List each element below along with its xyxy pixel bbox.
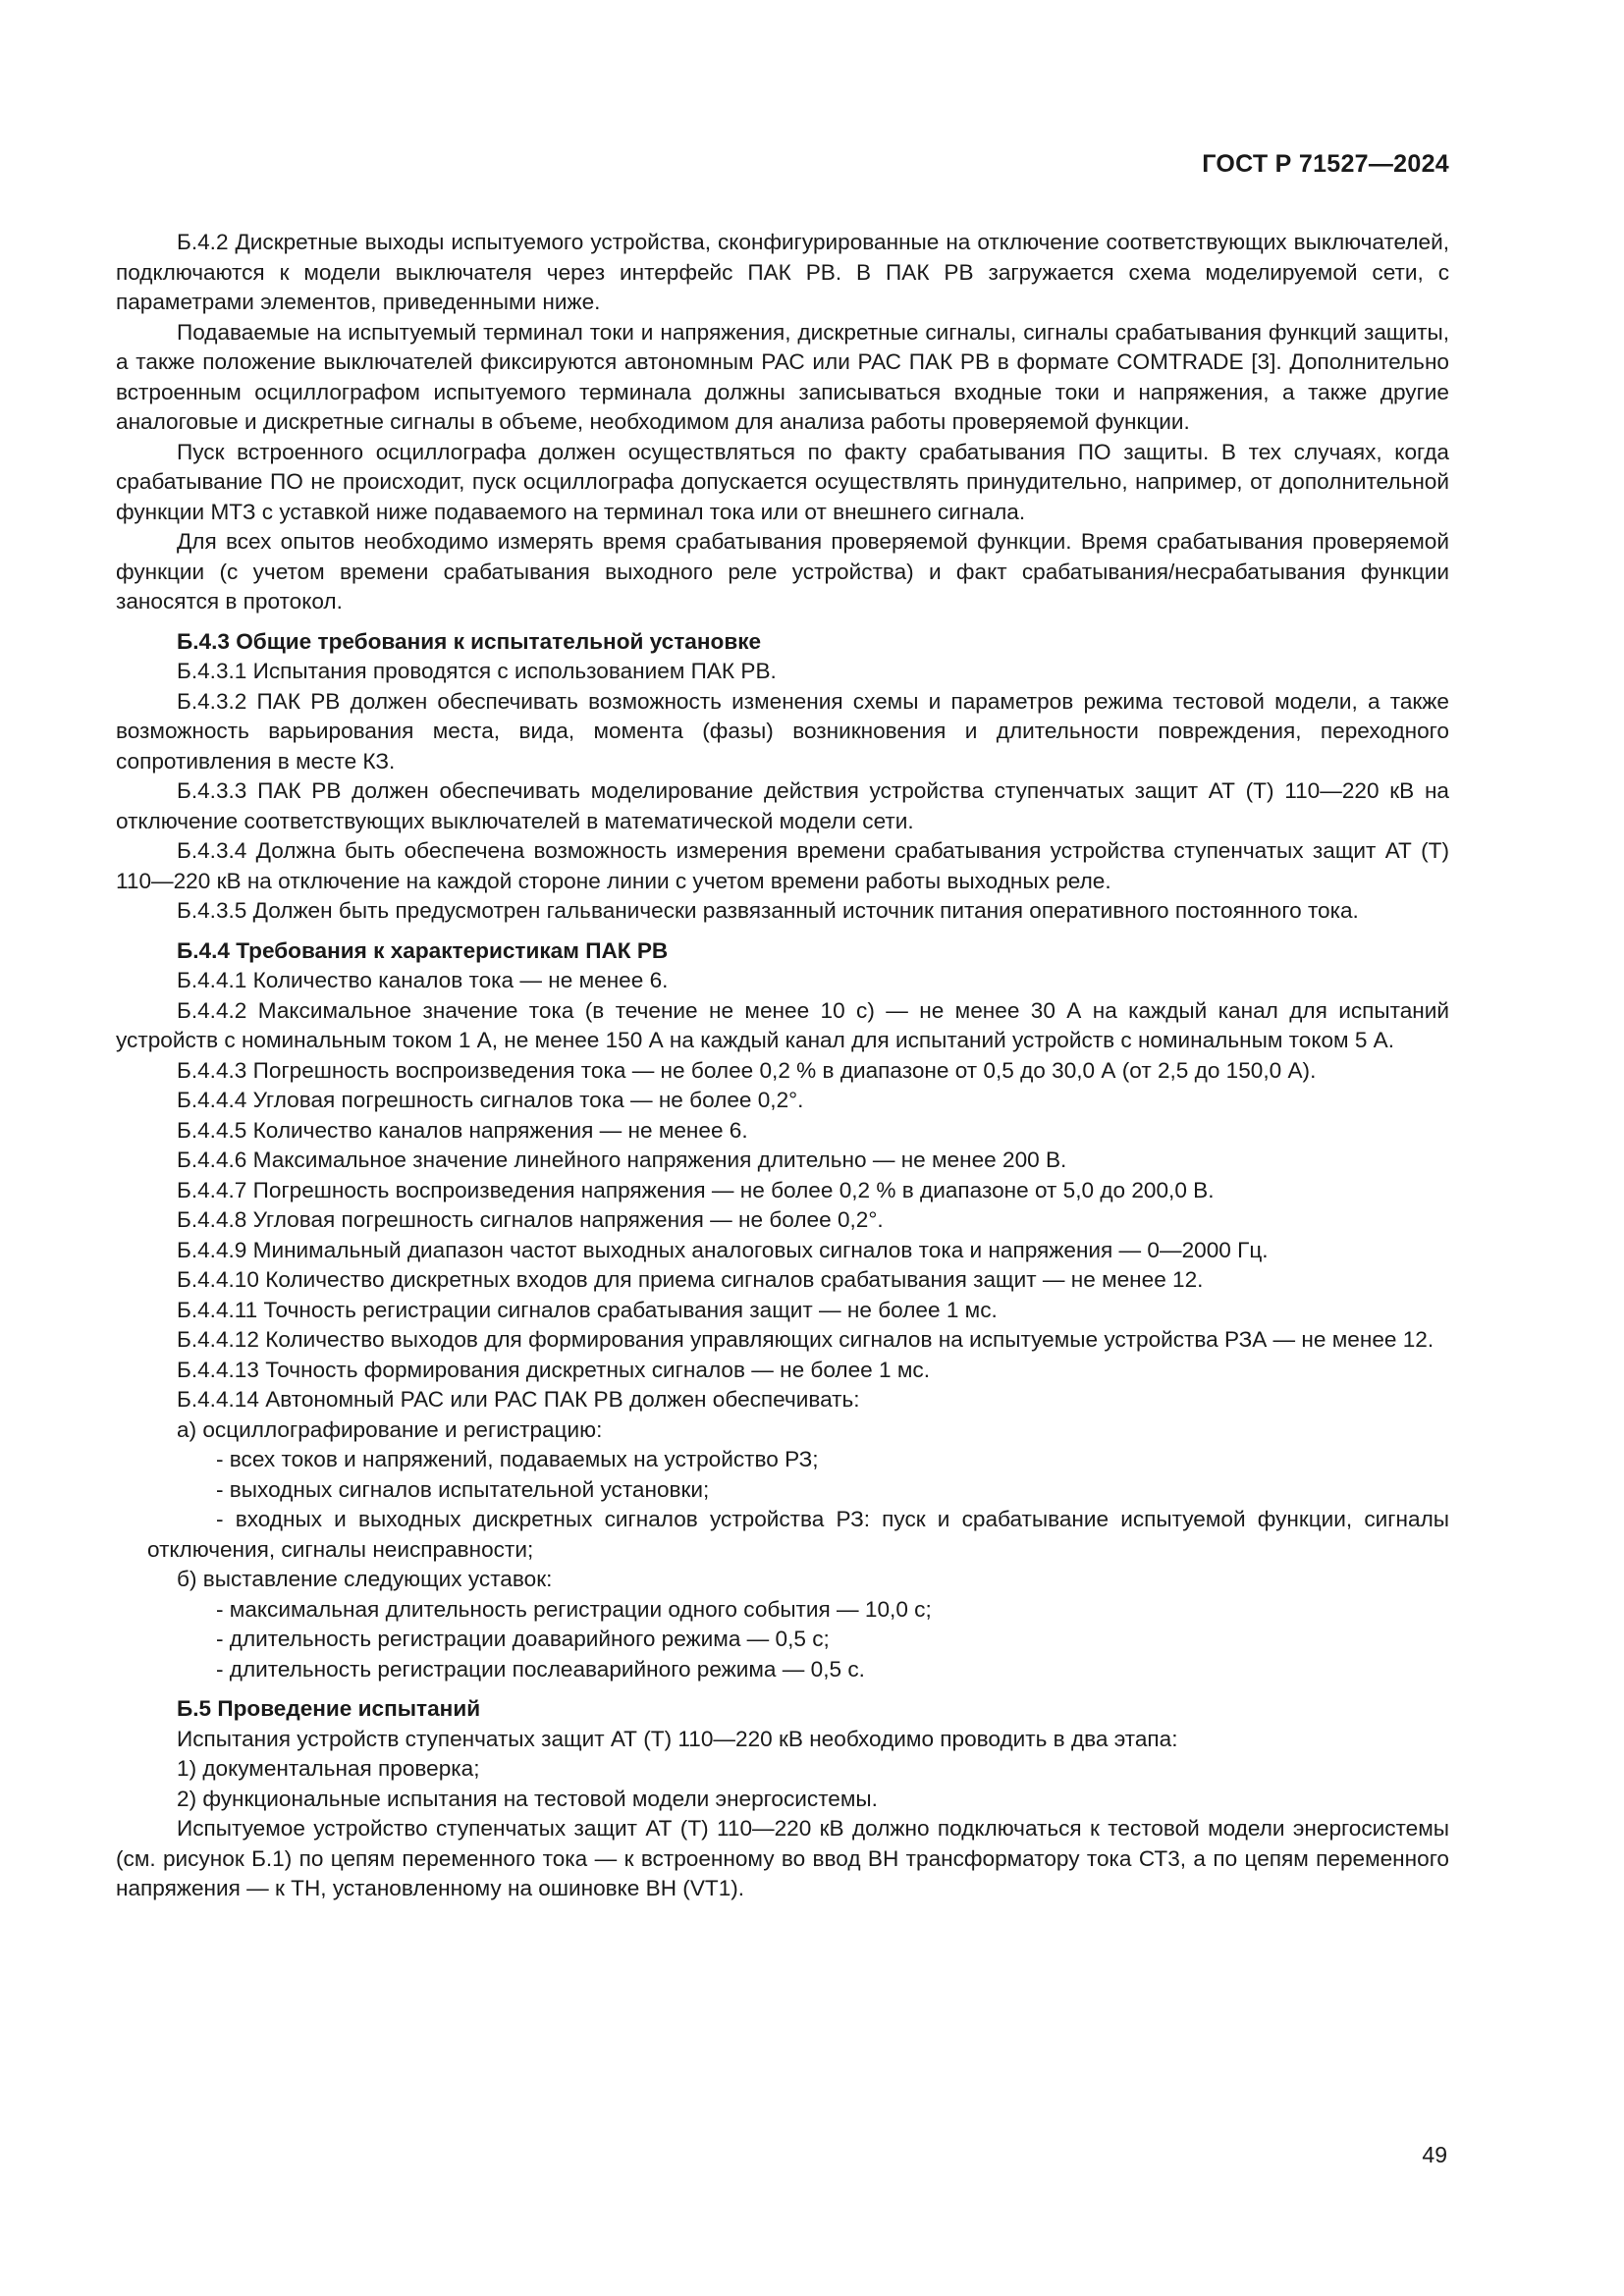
paragraph-b4-4-6: Б.4.4.6 Максимальное значение линейного напряжения длительно — не менее 200 В. xyxy=(177,1148,1067,1172)
paragraph-b5-intro: Испытания устройств ступенчатых защит АТ (Т) 110—220 кВ необходимо проводить в два этапа: xyxy=(177,1726,1178,1751)
paragraph-b4-4-9: Б.4.4.9 Минимальный диапазон частот выходных аналоговых сигналов тока и напряжения — 0—2000 Гц. xyxy=(177,1237,1269,1262)
paragraph-b4-4-2: Б.4.4.2 Максимальное значение тока (в течение не менее 10 с) — не менее 30 А на каждый канал для испытаний устройств с номинальным током 1 А, не менее 150 А на каждый канал для испытаний устройств с номинальным током 5 А. xyxy=(116,997,1449,1052)
paragraph-b4-3-4: Б.4.3.4 Должна быть обеспечена возможность измерения времени срабатывания устройства ступенчатых защит АТ (Т) 110—220 кВ на отключение на каждой стороне линии с учетом времени работы выходных реле. xyxy=(116,838,1449,893)
list-subitem-b-3: - длительность регистрации послеаварийного режима — 0,5 с. xyxy=(216,1656,865,1682)
list-subitem-a-2: - выходных сигналов испытательной установки; xyxy=(216,1476,710,1502)
list-item-1: 1) документальная проверка; xyxy=(177,1756,480,1781)
paragraph-b4-4-1: Б.4.4.1 Количество каналов тока — не менее 6. xyxy=(177,968,669,992)
paragraph-b4-3-5: Б.4.3.5 Должен быть предусмотрен гальванически развязанный источник питания оперативного постоянного тока. xyxy=(177,898,1359,923)
page-number: 49 xyxy=(1422,2142,1447,2167)
list-subitem-a-3: - входных и выходных дискретных сигналов устройства РЗ: пуск и срабатывание испытуемой функции, сигналы отключения, сигналы неисправности; xyxy=(147,1507,1449,1562)
paragraph-b4-2-signals: Подаваемые на испытуемый терминал токи и напряжения, дискретные сигналы, сигналы срабатывания функций защиты, а также положение выключателей фиксируются автономным РАС или РАС ПАК РВ в формате COMTRADE [3]. Дополнительно встроенным осциллографом испытуемого терминала должны записываться входные токи и напряжения, а также другие аналоговые и дискретные сигналы в объеме, необходимом для анализа работы проверяемой функции. xyxy=(116,319,1449,434)
paragraph-b4-3-1: Б.4.3.1 Испытания проводятся с использованием ПАК РВ. xyxy=(177,659,777,683)
paragraph-b4-4-3: Б.4.4.3 Погрешность воспроизведения тока — не более 0,2 % в диапазоне от 0,5 до 30,0 А (от 2,5 до 150,0 А). xyxy=(177,1057,1317,1083)
paragraph-b4-4-5: Б.4.4.5 Количество каналов напряжения — не менее 6. xyxy=(177,1117,748,1143)
section-heading-b5: Б.5 Проведение испытаний xyxy=(177,1696,481,1721)
paragraph-b4-4-7: Б.4.4.7 Погрешность воспроизведения напряжения — не более 0,2 % в диапазоне от 5,0 до 200,0 В. xyxy=(177,1177,1215,1202)
document-header: ГОСТ Р 71527—2024 xyxy=(1202,150,1449,178)
section-heading-b4-4: Б.4.4 Требования к характеристикам ПАК РВ xyxy=(177,937,669,963)
paragraph-b4-2-oscillograph: Пуск встроенного осциллографа должен осуществляться по факту срабатывания ПО защиты. В тех случаях, когда срабатывание ПО не происходит, пуск осциллографа допускается осуществлять принудительно, например, от дополнительной функции МТЗ с уставкой ниже подаваемого на терминал тока или от внешнего сигнала. xyxy=(116,439,1449,524)
paragraph-b4-3-3: Б.4.3.3 ПАК РВ должен обеспечивать моделирование действия устройства ступенчатых защит АТ (Т) 110—220 кВ на отключение соответствующих выключателей в математической модели сети. xyxy=(116,778,1449,833)
paragraph-b4-4-12: Б.4.4.12 Количество выходов для формирования управляющих сигналов на испытуемые устройства РЗА — не менее 12. xyxy=(177,1327,1435,1352)
page-content xyxy=(116,228,1449,1904)
list-item-2: 2) функциональные испытания на тестовой модели энергосистемы. xyxy=(177,1786,878,1811)
list-item-a: а) осциллографирование и регистрацию: xyxy=(177,1416,603,1442)
list-subitem-a-1: - всех токов и напряжений, подаваемых на устройство РЗ; xyxy=(216,1447,819,1471)
paragraph-b4-4-11: Б.4.4.11 Точность регистрации сигналов срабатывания защит — не более 1 мс. xyxy=(177,1297,998,1322)
list-subitem-b-1: - максимальная длительность регистрации одного события — 10,0 с; xyxy=(216,1596,932,1622)
paragraph-b4-4-4: Б.4.4.4 Угловая погрешность сигналов тока — не более 0,2°. xyxy=(177,1088,804,1112)
paragraph-b4-4-14: Б.4.4.14 Автономный РАС или РАС ПАК РВ должен обеспечивать: xyxy=(177,1387,860,1412)
section-heading-b4-3: Б.4.3 Общие требования к испытательной установке xyxy=(177,628,762,654)
paragraph-b4-4-10: Б.4.4.10 Количество дискретных входов для приема сигналов срабатывания защит — не менее 12. xyxy=(177,1267,1204,1292)
paragraph-b4-3-2: Б.4.3.2 ПАК РВ должен обеспечивать возможность изменения схемы и параметров режима тестовой модели, а также возможность варьирования места, вида, момента (фазы) возникновения и длительности повреждения, переходного сопротивления в месте КЗ. xyxy=(116,688,1449,774)
paragraph-b4-4-8: Б.4.4.8 Угловая погрешность сигналов напряжения — не более 0,2°. xyxy=(177,1207,884,1232)
paragraph-b4-4-13: Б.4.4.13 Точность формирования дискретных сигналов — не более 1 мс. xyxy=(177,1357,930,1382)
paragraph-b4-2: Б.4.2 Дискретные выходы испытуемого устройства, сконфигурированные на отключение соответствующих выключателей, подключаются к модели выключателя через интерфейс ПАК РВ. В ПАК РВ загружается схема моделируемой сети, с параметрами элементов, приведенными ниже. xyxy=(116,230,1449,314)
list-item-b: б) выставление следующих уставок: xyxy=(177,1567,553,1591)
list-subitem-b-2: - длительность регистрации доаварийного режима — 0,5 с; xyxy=(216,1627,830,1651)
paragraph-b4-2-timing: Для всех опытов необходимо измерять время срабатывания проверяемой функции. Время срабатывания проверяемой функции (с учетом времени срабатывания выходного реле устройства) и факт срабатывания/несрабатывания функции заносятся в протокол. xyxy=(116,529,1449,614)
paragraph-b5-connection: Испытуемое устройство ступенчатых защит АТ (Т) 110—220 кВ должно подключаться к тестовой модели энергосистемы (см. рисунок Б.1) по цепям переменного тока — к встроенному во ввод ВН трансформатору тока СТ3, а по цепям переменного напряжения — к ТН, установленному на ошиновке ВН (VT1). xyxy=(116,1816,1449,1900)
